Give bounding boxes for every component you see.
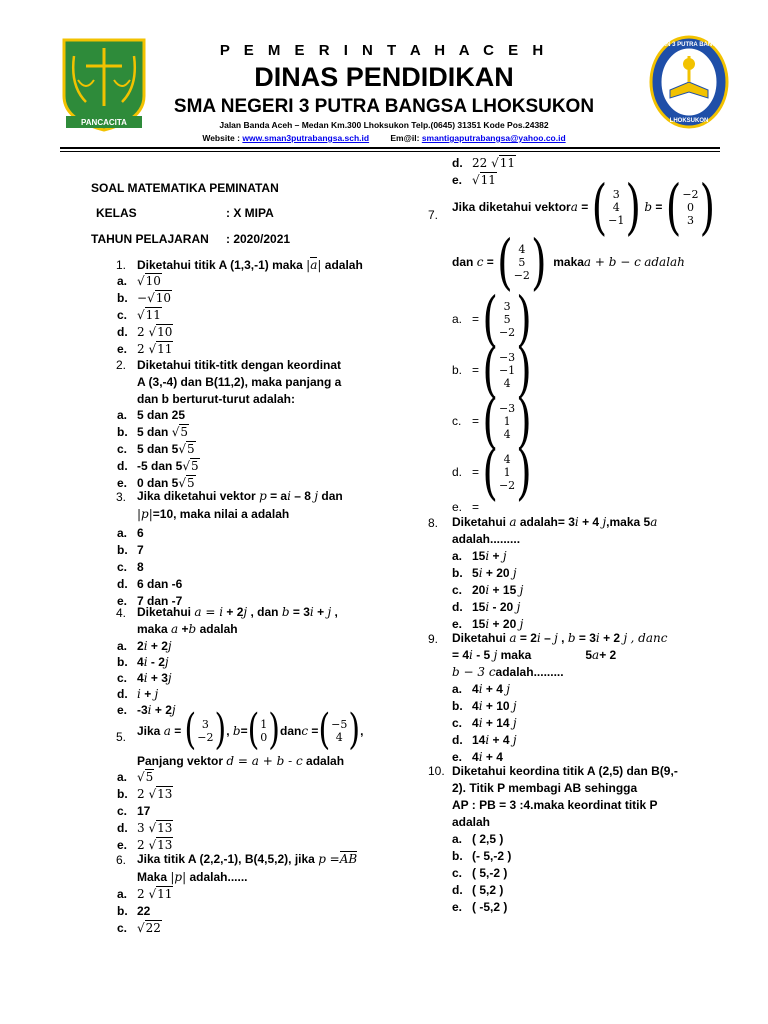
header-address: Jalan Banda Aceh – Medan Km.300 Lhoksukon Telp.(0645) 31351 Kode Pos.24382 xyxy=(219,120,549,130)
q5-number: 5. xyxy=(116,730,127,744)
q8-option-b: b. 5i + 20 j xyxy=(452,566,517,580)
q5-stem: Jika a = ( 3 −2 ) , b = ( 1 0 ) dan c = ( −5 4 ) , xyxy=(137,705,364,755)
q7-option-b: b. = ( −3 −1 4 ) xyxy=(452,336,532,405)
q2-option-b: b. 5 dan √5 xyxy=(117,425,188,439)
q7-option-e: e. = xyxy=(452,500,480,514)
q6-option-a: a. 2 √11 xyxy=(117,887,173,901)
website-label: Website : xyxy=(202,133,240,143)
q3-option-c: c. 8 xyxy=(117,560,144,574)
q7-option-a: a. = ( 3 5 −2 ) xyxy=(452,285,532,354)
q2-option-a: a. 5 dan 25 xyxy=(117,408,186,422)
q8-option-d: d. 15i - 20 j xyxy=(452,600,521,614)
q6-options-continued xyxy=(452,156,516,190)
q7-option-d: d. = ( 4 1 −2 ) xyxy=(452,438,532,507)
q1-number: 1. xyxy=(116,258,127,272)
q5-stem-line2: Panjang vektor d = a + b - c adalah xyxy=(137,754,345,768)
q3-option-d: d. 6 dan -6 xyxy=(117,577,183,591)
q5-vector-b: ( 1 0 ) xyxy=(247,705,281,755)
q7-vector-b: ( −2 0 3 ) xyxy=(665,173,716,242)
exam-title: SOAL MATEMATIKA PEMINATAN xyxy=(91,181,279,195)
q3-option-a: a. 6 xyxy=(117,526,144,540)
q4-option-e: e. -3i + 2j xyxy=(117,703,176,717)
q8-number: 8. xyxy=(428,516,439,530)
q9-options xyxy=(452,682,517,767)
q7-stem-line2: dan c = ( 4 5 −2 ) maka a + b − c adalah xyxy=(452,228,685,297)
header-school: SMA NEGERI 3 PUTRA BANGSA LHOKSUKON xyxy=(173,96,595,117)
q8-option-e: e. 15i + 20 j xyxy=(452,617,524,631)
q2-stem: Diketahui titik-titk dengan keordinat A (3,-4) dan B(11,2), maka panjang a dan b berturut-turut adalah: xyxy=(137,358,342,406)
q5-option-a: a. √5 xyxy=(117,770,154,784)
q1-option-b: b. −√10 xyxy=(117,291,171,305)
q10-option-d: d. ( 5,2 ) xyxy=(452,883,504,897)
q3-option-e: e. 7 dan -7 xyxy=(117,594,183,608)
q5-vector-c: ( −5 4 ) xyxy=(318,705,361,755)
q4-number: 4. xyxy=(116,606,127,620)
q9-number: 9. xyxy=(428,632,439,646)
q6-option-c: c. √22 xyxy=(117,921,161,935)
q10-number: 10. xyxy=(428,764,445,778)
q8-options xyxy=(452,549,523,634)
q1-option-d: d. 2 √10 xyxy=(117,325,173,339)
q6-number: 6. xyxy=(116,853,127,867)
q1-option-e: e. 2 √11 xyxy=(117,342,173,356)
q8-option-c: c. 20i + 15 j xyxy=(452,583,524,597)
q9-option-e: e. 4i + 4 xyxy=(452,750,503,764)
website-link[interactable]: www.sman3putrabangsa.sch.id xyxy=(242,133,370,143)
header-rule xyxy=(60,147,720,149)
q4-option-d: d. i + j xyxy=(117,687,159,701)
q3-option-b: b. 7 xyxy=(117,543,144,557)
q7-vector-c: ( 4 5 −2 ) xyxy=(497,228,547,297)
q6-option-d: d. 22 √11 xyxy=(452,156,516,170)
q5-option-c: c. 17 xyxy=(117,804,151,818)
q7-options xyxy=(452,285,532,516)
email-label: Em@il: xyxy=(390,133,420,143)
q4-options xyxy=(117,639,176,719)
q1-text: Diketahui titik A (1,3,-1) maka xyxy=(137,258,303,272)
q7-number: 7. xyxy=(428,208,439,222)
q6-option-e: e. √11 xyxy=(452,173,496,187)
q10-option-b: b. (- 5,-2 ) xyxy=(452,849,512,863)
q1-text-end: adalah xyxy=(324,258,363,272)
q10-stem: Diketahui keordina titik A (2,5) dan B(9,- 2). Titik P membagi AB sehingga AP : PB = 3 :4.maka keordinat titik P adalah xyxy=(452,764,678,829)
q9-option-a: a. 4i + 4 j xyxy=(452,682,510,696)
q1-options xyxy=(117,274,173,359)
q6-options xyxy=(117,887,173,938)
header-rule-thin xyxy=(60,151,720,152)
q4-option-c: c. 4i + 3j xyxy=(117,671,172,685)
q10-option-c: c. ( 5,-2 ) xyxy=(452,866,508,880)
q10-option-a: a. ( 2,5 ) xyxy=(452,832,504,846)
header-contacts xyxy=(0,133,768,143)
tahun-value: : 2020/2021 xyxy=(226,232,291,246)
tahun-label: TAHUN PELAJARAN xyxy=(91,232,209,246)
header-government: P E M E R I N T A H A C E H xyxy=(219,42,549,59)
kelas-label: KELAS xyxy=(96,206,137,220)
q10-option-e: e. ( -5,2 ) xyxy=(452,900,508,914)
q5-vector-a: ( 3 −2 ) xyxy=(184,705,227,755)
q7-option-c: c. = ( −3 1 4 ) xyxy=(452,387,532,456)
q9-option-b: b. 4i + 10 j xyxy=(452,699,517,713)
right-logo-text-top: SMAN 3 PUTRA BANGSA xyxy=(652,42,726,48)
q4-stem: Diketahui a = i + 2j , dan b = 3i + j , maka a +b adalah xyxy=(137,605,338,636)
q8-stem: Diketahui a adalah= 3i + 4 j,maka 5a adalah......... xyxy=(452,515,658,546)
q1-option-c: c. √11 xyxy=(117,308,161,322)
q5-option-d: d. 3 √13 xyxy=(117,821,173,835)
kelas-value: : X MIPA xyxy=(226,206,274,220)
q2-option-d: d. -5 dan 5√5 xyxy=(117,459,199,473)
q2-option-c: c. 5 dan 5√5 xyxy=(117,442,195,456)
q4-option-a: a. 2i + 2j xyxy=(117,639,172,653)
school-emblem-logo xyxy=(648,34,730,130)
q2-number: 2. xyxy=(116,358,127,372)
q3-number: 3. xyxy=(116,490,127,504)
header-office: DINAS PENDIDIKAN xyxy=(254,62,514,92)
q3-options xyxy=(117,526,182,611)
q7-stem: Jika diketahui vektor a = ( 3 4 −1 ) b = ( −2 0 3 ) xyxy=(452,173,716,242)
q5-options xyxy=(117,770,173,855)
q3-stem: Jika diketahui vektor p = ai – 8 j dan |p|=10, maka nilai a adalah xyxy=(137,489,343,521)
q9-stem: Diketahui a = 2i – j , b = 3i + 2 j , danc = 4i - 5 j maka 5a+ 2 b − 3 cadalah......... xyxy=(452,631,668,679)
q8-option-a: a. 15i + j xyxy=(452,549,507,563)
q10-options xyxy=(452,832,511,917)
right-logo-text-bottom: LHOKSUKON xyxy=(669,118,709,124)
q7-vector-a: ( 3 4 −1 ) xyxy=(591,173,641,242)
q6-option-b: b. 22 xyxy=(117,904,151,918)
email-link[interactable]: smantigaputrabangsa@yahoo.co.id xyxy=(421,133,566,143)
q2-option-e: e. 0 dan 5√5 xyxy=(117,476,195,490)
q1-option-a: a. √10 xyxy=(117,274,161,288)
q6-stem: Jika titik A (2,2,-1), B(4,5,2), jika p =AB Maka |p| adalah...... xyxy=(137,852,358,884)
q5-option-b: b. 2 √13 xyxy=(117,787,173,801)
q4-option-b: b. 4i - 2j xyxy=(117,655,169,669)
left-logo-text: PANCACITA xyxy=(81,118,127,127)
q5-option-e: e. 2 √13 xyxy=(117,838,173,852)
q2-options xyxy=(117,408,200,493)
q9-option-c: c. 4i + 14 j xyxy=(452,716,517,730)
q1-stem: Diketahui titik A (1,3,-1) maka |a| adalah xyxy=(137,258,363,272)
q9-option-d: d. 14i + 4 j xyxy=(452,733,517,747)
